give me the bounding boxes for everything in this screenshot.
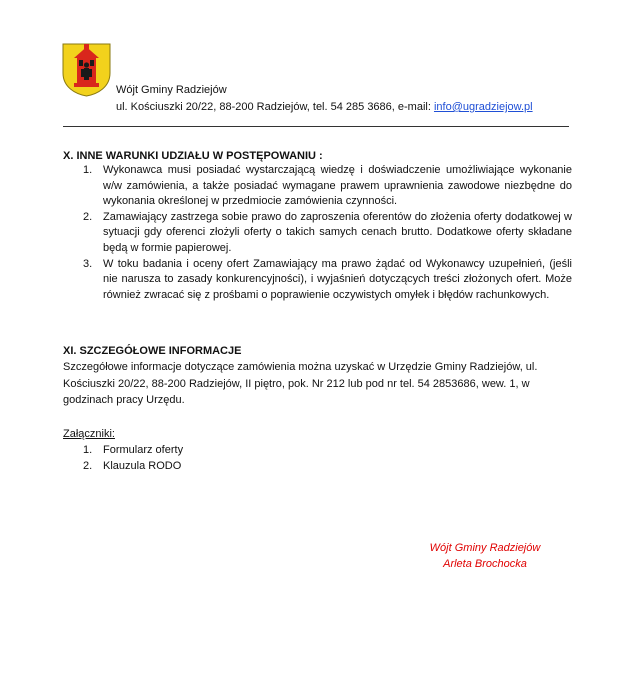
header-address [116,100,533,114]
list-item-number: 1. [83,164,93,176]
header-institution-name: Wójt Gminy Radziejów [116,84,227,96]
list-item-number: 1. [83,444,93,456]
list-item-text: Klauzula RODO [103,459,182,472]
signature-title: Wójt Gminy Radziejów [429,542,541,554]
signature-name: Arleta Brochocka [443,558,527,570]
attachments-list [63,443,183,474]
list-item-text: Formularz oferty [103,444,184,456]
coat-of-arms-icon [62,43,111,97]
list-item-number: 3. [83,257,93,270]
list-item-text: Wykonawca musi posiadać wystarczającą wiedzę i doświadczenie umożliwiające wykonanie w/w zamówienia, a także posiadać wymagane prawem uprawnienia zawodowe niezbędne do wykonania określonej w przedmiocie zamówienia czynności. [103,164,572,208]
list-item [63,210,572,257]
email-link[interactable]: info@ugradziejow.pl [433,101,533,113]
signature-block [400,540,570,572]
list-item [63,163,572,210]
list-item-number: 2. [83,210,93,223]
section-xi-title: XI. SZCZEGÓŁOWE INFORMACJE [63,345,242,357]
header-address-text: ul. Kościuszki 20/22, 88-200 Radziejów, tel. 54 285 3686, e-mail: [116,101,434,113]
attachments-heading: Załączniki: [63,428,115,440]
list-item-number: 2. [83,459,93,472]
list-item [63,459,183,475]
section-x-list [63,163,572,303]
header-divider [63,126,569,127]
list-item [63,257,572,304]
list-item-text: W toku badania i oceny ofert Zamawiający ma prawo żądać od Wykonawcy uzupełnień, (jeśli nie narusza to zasady konkurencyjności), i wyjaśnień dotyczących treści złożonych ofert. Może również zwracać się z prośbami o poprawienie oczywistych omyłek i błędów rachunkowych. [103,257,572,301]
list-item [63,443,183,459]
section-x-title: X. INNE WARUNKI UDZIAŁU W POSTĘPOWANIU : [63,150,323,162]
list-item-text: Zamawiający zastrzega sobie prawo do zaproszenia oferentów do złożenia oferty dodatkowej w sytuacji gdy oferenci złożyli oferty o takich samych cenach brutto. Dodatkowe oferty składane będą w formie papierowej. [103,210,572,254]
section-xi-paragraph: Szczegółowe informacje dotyczące zamówienia można uzyskać w Urzędzie Gminy Radziejów, ul. Kościuszki 20/22, 88-200 Radziejów, II piętro, pok. Nr 212 lub pod nr tel. 54 2853686, wew. 1, w godzinach pracy Urzędu. [63,361,538,406]
